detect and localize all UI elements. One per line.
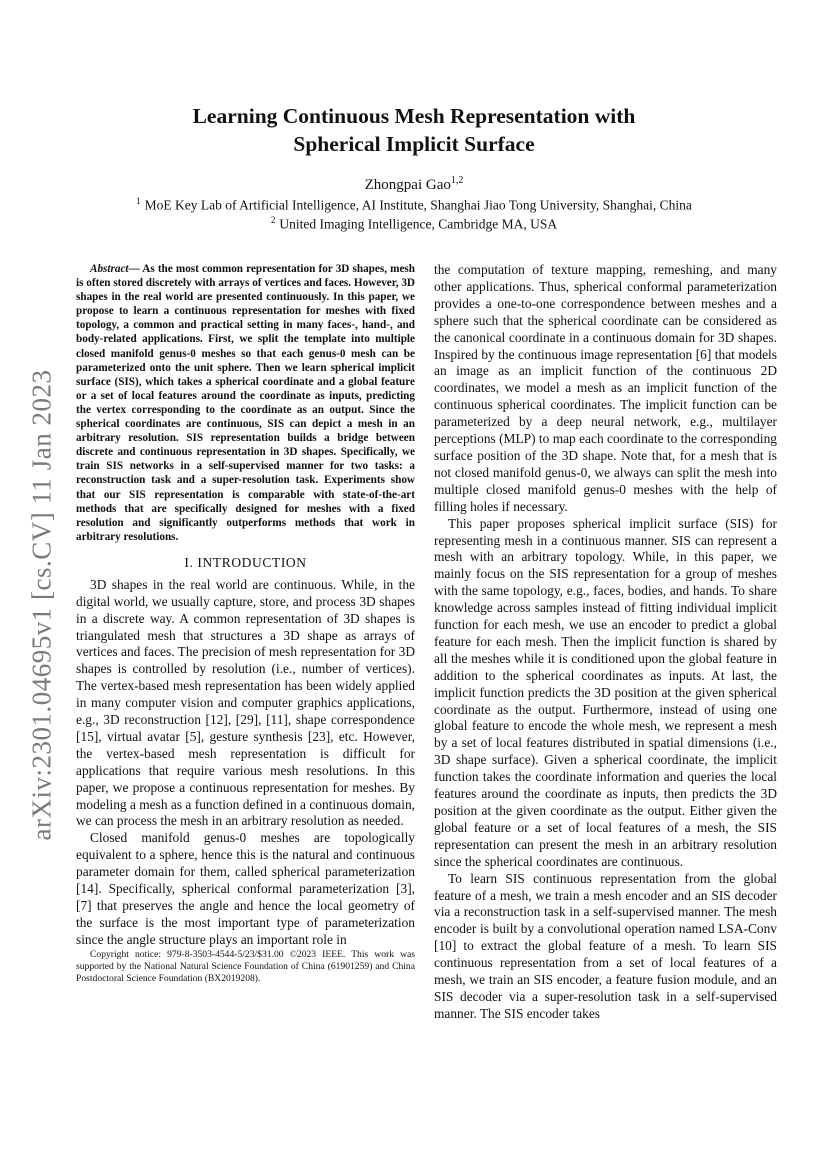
affiliation-1-text: MoE Key Lab of Artificial Intelligence, AI Institute, Shanghai Jiao Tong University, Shanghai, China — [144, 197, 692, 213]
affiliation-2-mark: 2 — [270, 215, 276, 225]
affiliation-1 — [0, 196, 828, 214]
intro-paragraph-1: 3D shapes in the real world are continuous. While, in the digital world, we usually capture, store, and process 3D shapes in a discrete way. A common representation of 3D shapes is triangulated mesh that structures a 3D shape as arrays of vertices and faces. The precision of mesh representation for 3D shapes is controlled by resolution (i.e., number of vertices). The vertex-based mesh representation has been widely applied in many computer vision and computer graphics applications, e.g., 3D reconstruction [12], [29], [11], shape correspondence [15], virtual avatar [5], gesture synthesis [23], etc. However, the vertex-based mesh representation is difficult for applications that require various mesh resolutions. In this paper, we propose a continuous representation for meshes. By modeling a mesh as a function defined in a continuous domain, we can process the mesh in an arbitrary resolution as needed. — [76, 576, 415, 829]
title-line-1: Learning Continuous Mesh Representation with — [192, 104, 636, 128]
affiliation-2-text: United Imaging Intelligence, Cambridge MA, USA — [279, 216, 558, 232]
affiliation-1-mark: 1 — [136, 196, 141, 206]
right-paragraph-1: the computation of texture mapping, remeshing, and many other applications. Thus, spherical conformal parameterization provides a one-to-one correspondence between meshes and a sphere such that the spherical coordinate can be considered as the canonical coordinate in a continuous domain for 3D shapes. Inspired by the continuous image representation [6] that models an image as an implicit function of the continuous 2D coordinates, we model a mesh as an implicit function of the continuous spherical coordinates. The implicit function can be parameterized by a deep neural network, e.g., multilayer perceptions (MLP) to map each coordinate to the corresponding surface position of the 3D shape. Note that, for a mesh that is not closed manifold genus-0, we always can split the mesh into multiple closed manifold genus-0 meshes with the help of filling holes if necessary. — [434, 262, 777, 514]
section-heading-introduction: I. INTRODUCTION — [184, 554, 307, 570]
right-column — [434, 262, 777, 1023]
abstract — [76, 262, 415, 544]
paper-title — [0, 102, 828, 158]
right-paragraph-3: To learn SIS continuous representation from the global feature of a mesh, we train a mesh encoder and an SIS decoder via a reconstruction task in a self-supervised manner. The mesh encoder is built by a convolutional operation named LSA-Conv [10] to extract the global feature of a mesh. To learn SIS continuous representation from a set of local features of a mesh, we train an SIS encoder, a feature fusion module, and an SIS decoder via a super-resolution task in a self-supervised manner. The SIS encoder takes — [434, 870, 777, 1021]
arxiv-identifier: arXiv:2301.04695v1 [cs.CV] 11 Jan 2023 — [26, 369, 57, 841]
author — [0, 175, 828, 194]
abstract-text: — As the most common representation for 3D shapes, mesh is often stored discretely with arrays of vertices and faces. However, 3D shapes in the real world are presented continuously. In this paper, we propose to learn a continuous representation for meshes with fixed topology, a common and practical setting in many faces-, hand-, and body-related applications. First, we split the template into multiple closed manifold genus-0 meshes so that each genus-0 mesh can be parameterized onto the unit sphere. Then we learn spherical implicit surface (SIS), which takes a spherical coordinate and a global feature or a set of local features around the coordinate as inputs, predicting the vertex corresponding to the coordinate as an output. Since the spherical coordinates are continuous, SIS can depict a mesh in an arbitrary resolution. SIS representation builds a bridge between discrete and continuous representation in 3D shapes. Specifically, we train SIS networks in a self-supervised manner for two tasks: a reconstruction task and a super-resolution task. Experiments show that our SIS representation is comparable with state-of-the-art methods that are specifically designed for meshes with a fixed resolution and significantly outperforms methods that work in arbitrary resolutions. — [76, 263, 415, 543]
author-name: Zhongpai Gao — [364, 177, 451, 193]
left-column — [76, 262, 415, 985]
affiliation-2 — [0, 215, 828, 233]
author-affil-marks: 1,2 — [450, 175, 464, 186]
right-paragraph-2: This paper proposes spherical implicit surface (SIS) for representing mesh in a continuous manner. SIS can represent a mesh with an arbitrary topology. While, in this paper, we mainly focus on the SIS representation for a group of meshes with the same topology, e.g., faces, bodies, and hands. To share knowledge across samples instead of fitting individual implicit function for each mesh, we use an encoder to predict a global feature for each mesh. Then the implicit function is shared by all the meshes while it is conditioned upon the global feature in addition to the spherical coordinates as inputs. At last, the implicit function predicts the 3D position at the given spherical coordinate as the output. Furthermore, instead of using one global feature to encode the whole mesh, we represent a mesh by a set of local features distributed in spatial dimensions (i.e., 3D shape surface). Given a spherical coordinate, the implicit function takes the coordinate information and queries the local features around the coordinate as inputs, then predicts the 3D position at the given coordinate as the output. Either given the global feature or a set of local features of a mesh, the SIS representation can present the mesh in an arbitrary resolution since the spherical coordinates are continuous. — [434, 515, 777, 869]
title-line-2: Spherical Implicit Surface — [293, 132, 535, 156]
intro-paragraph-2: Closed manifold genus-0 meshes are topologically equivalent to a sphere, hence this is the natural and continuous parameter domain for them, called spherical parameterization [14]. Specifically, spherical conformal parameterization [3], [7] that preserves the angle and hence the local geometry of the surface is the most important type of parameterization since the angle structure plays an important role in — [76, 830, 415, 947]
copyright-notice: Copyright notice: 979-8-3503-4544-5/23/$31.00 ©2023 IEEE. This work was supported by the National Natural Science Foundation of China (61901259) and China Postdoctoral Science Foundation (BX2019208). — [76, 948, 415, 984]
abstract-label: Abstract — [90, 263, 129, 275]
